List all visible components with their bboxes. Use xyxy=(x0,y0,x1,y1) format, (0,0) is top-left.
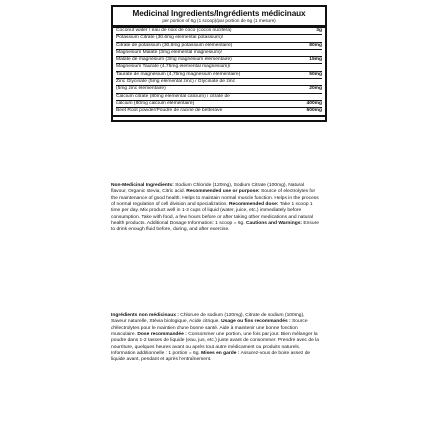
ingredient-amount: 15mg xyxy=(309,57,322,63)
recommended-use-text: Source of electrolytes for the maintenance of good health. Helps to maintain normal muscle function. Helps in the process of normal regulation of cell division and specialization. xyxy=(111,189,319,208)
ingredient-row xyxy=(116,72,322,79)
recommended-use-label-fr: Usage ou fins recommandés : xyxy=(221,319,291,325)
non-medicinal-text: Sodium Chloride (120mg), Sodium Citrate (100mg), Natural flavour, Organic stevia, Citric acid. xyxy=(111,183,304,195)
ingredient-row xyxy=(116,108,322,114)
facts-title: Medicinal Ingredients/Ingrédients médicinaux xyxy=(132,9,306,18)
ingredient-name: Magnesium Taurate (4.75mg elemental magnesium)/ xyxy=(116,64,231,70)
ingredient-row xyxy=(116,94,322,101)
ingredient-amount: 400mg xyxy=(306,100,322,106)
ingredient-name: Potassium Citrate (30.6mg elemental potassium)/ xyxy=(116,35,224,41)
serving-size: per portion of 6g (1 scoop)/par portion de 6g (1 mesure) xyxy=(113,18,325,28)
cautions-text-fr: Assurez-vous de boire assez de liquide avant, pendant et après l'entraînement. xyxy=(111,351,311,363)
ingredient-name: Citrate de potassium (30,6mg potassium élémentaire) xyxy=(116,42,233,48)
ingredient-rows xyxy=(113,28,325,115)
ingredient-name: Taurate de magnésium (4,75mg magnésium élémentaire) xyxy=(116,71,241,77)
cautions-label: Cautions and Warnings: xyxy=(246,221,303,227)
recommended-use-label: Recommended use or purpose: xyxy=(186,189,260,195)
ingredient-name: (5mg zinc élémentaire) xyxy=(116,86,166,92)
facts-bottom-rule xyxy=(113,115,325,120)
recommended-dose-label-fr: Dose recommandée : xyxy=(137,332,187,338)
french-text-section xyxy=(111,313,319,364)
cautions-label-fr: Mises en garde : xyxy=(201,351,240,357)
ingredient-name: Malate de magnésium (3mg magnésium élémentaire) xyxy=(116,57,232,63)
ingredient-amount: 3g xyxy=(316,28,322,33)
ingredient-row xyxy=(116,64,322,71)
recommended-dose-text-fr: Consommer une portion, une fois par jour. Bien mélanger la poudre dans 1-2 tasses de liquide (eau, jus, etc.) juste avant de consommer. Prendre avec de la nourriture, quelques heures avant ou après tout autre médicament ou produits naturels. Information additionnelle : 1 portion = 6g. xyxy=(111,332,319,357)
english-text-section xyxy=(111,183,319,234)
non-medicinal-text-fr: Chlorure de sodium (120mg), Citrate de sodium (100mg), Saveur naturelle, Stévia biologique, Acide citrique. xyxy=(111,313,305,325)
medicinal-ingredients-box xyxy=(111,5,327,122)
ingredient-row xyxy=(116,35,322,42)
ingredient-amount: 500mg xyxy=(306,108,322,114)
non-medicinal-label-fr: Ingrédients non médicinaux : xyxy=(111,313,179,318)
recommended-dose-label: Recommended dose: xyxy=(229,202,279,208)
ingredient-name: calcium (80mg calcium élémentaire) xyxy=(116,100,195,106)
ingredient-name: Magnesium Malate (3mg elemental magnesium)/ xyxy=(116,49,223,55)
ingredient-name: Coconut water / eau de noix de coco (cocos nucifera) xyxy=(116,28,232,33)
recommended-dose-text: Take 1 scoop 1 time per day. Mix product well in 1-2 cups of liquid (water, juice, etc.) immediately before consumption. Take with food, a few hours before or after taking other medications and natural health products. Additional Dosage Information: 1 scoop = 6g. xyxy=(111,202,313,227)
non-medicinal-label: Non-Medicinal Ingredients: xyxy=(111,183,174,188)
ingredient-row xyxy=(116,86,322,93)
ingredient-row xyxy=(116,43,322,50)
ingredient-name: Calcium citrate (80mg elemental calcium) / citrate de xyxy=(116,93,230,99)
ingredient-amount: 80mg xyxy=(309,42,322,48)
recommended-use-text-fr: Source d'électrolytes pour le maintien d'une bonne santé. Aide à maintenir une bonne fonction musculaire. xyxy=(111,319,308,338)
ingredient-amount: 50mg xyxy=(309,71,322,77)
cautions-text: Ensure to drink enough fluid before, during, and after exercise. xyxy=(111,221,319,233)
ingredient-name: Beet Root powder/Poudre de racine de betterave xyxy=(116,108,223,114)
ingredient-name: Zinc Glycinate (5mg elemental zinc) / Glycinate de zinc xyxy=(116,79,236,85)
ingredient-amount: 20mg xyxy=(309,86,322,92)
